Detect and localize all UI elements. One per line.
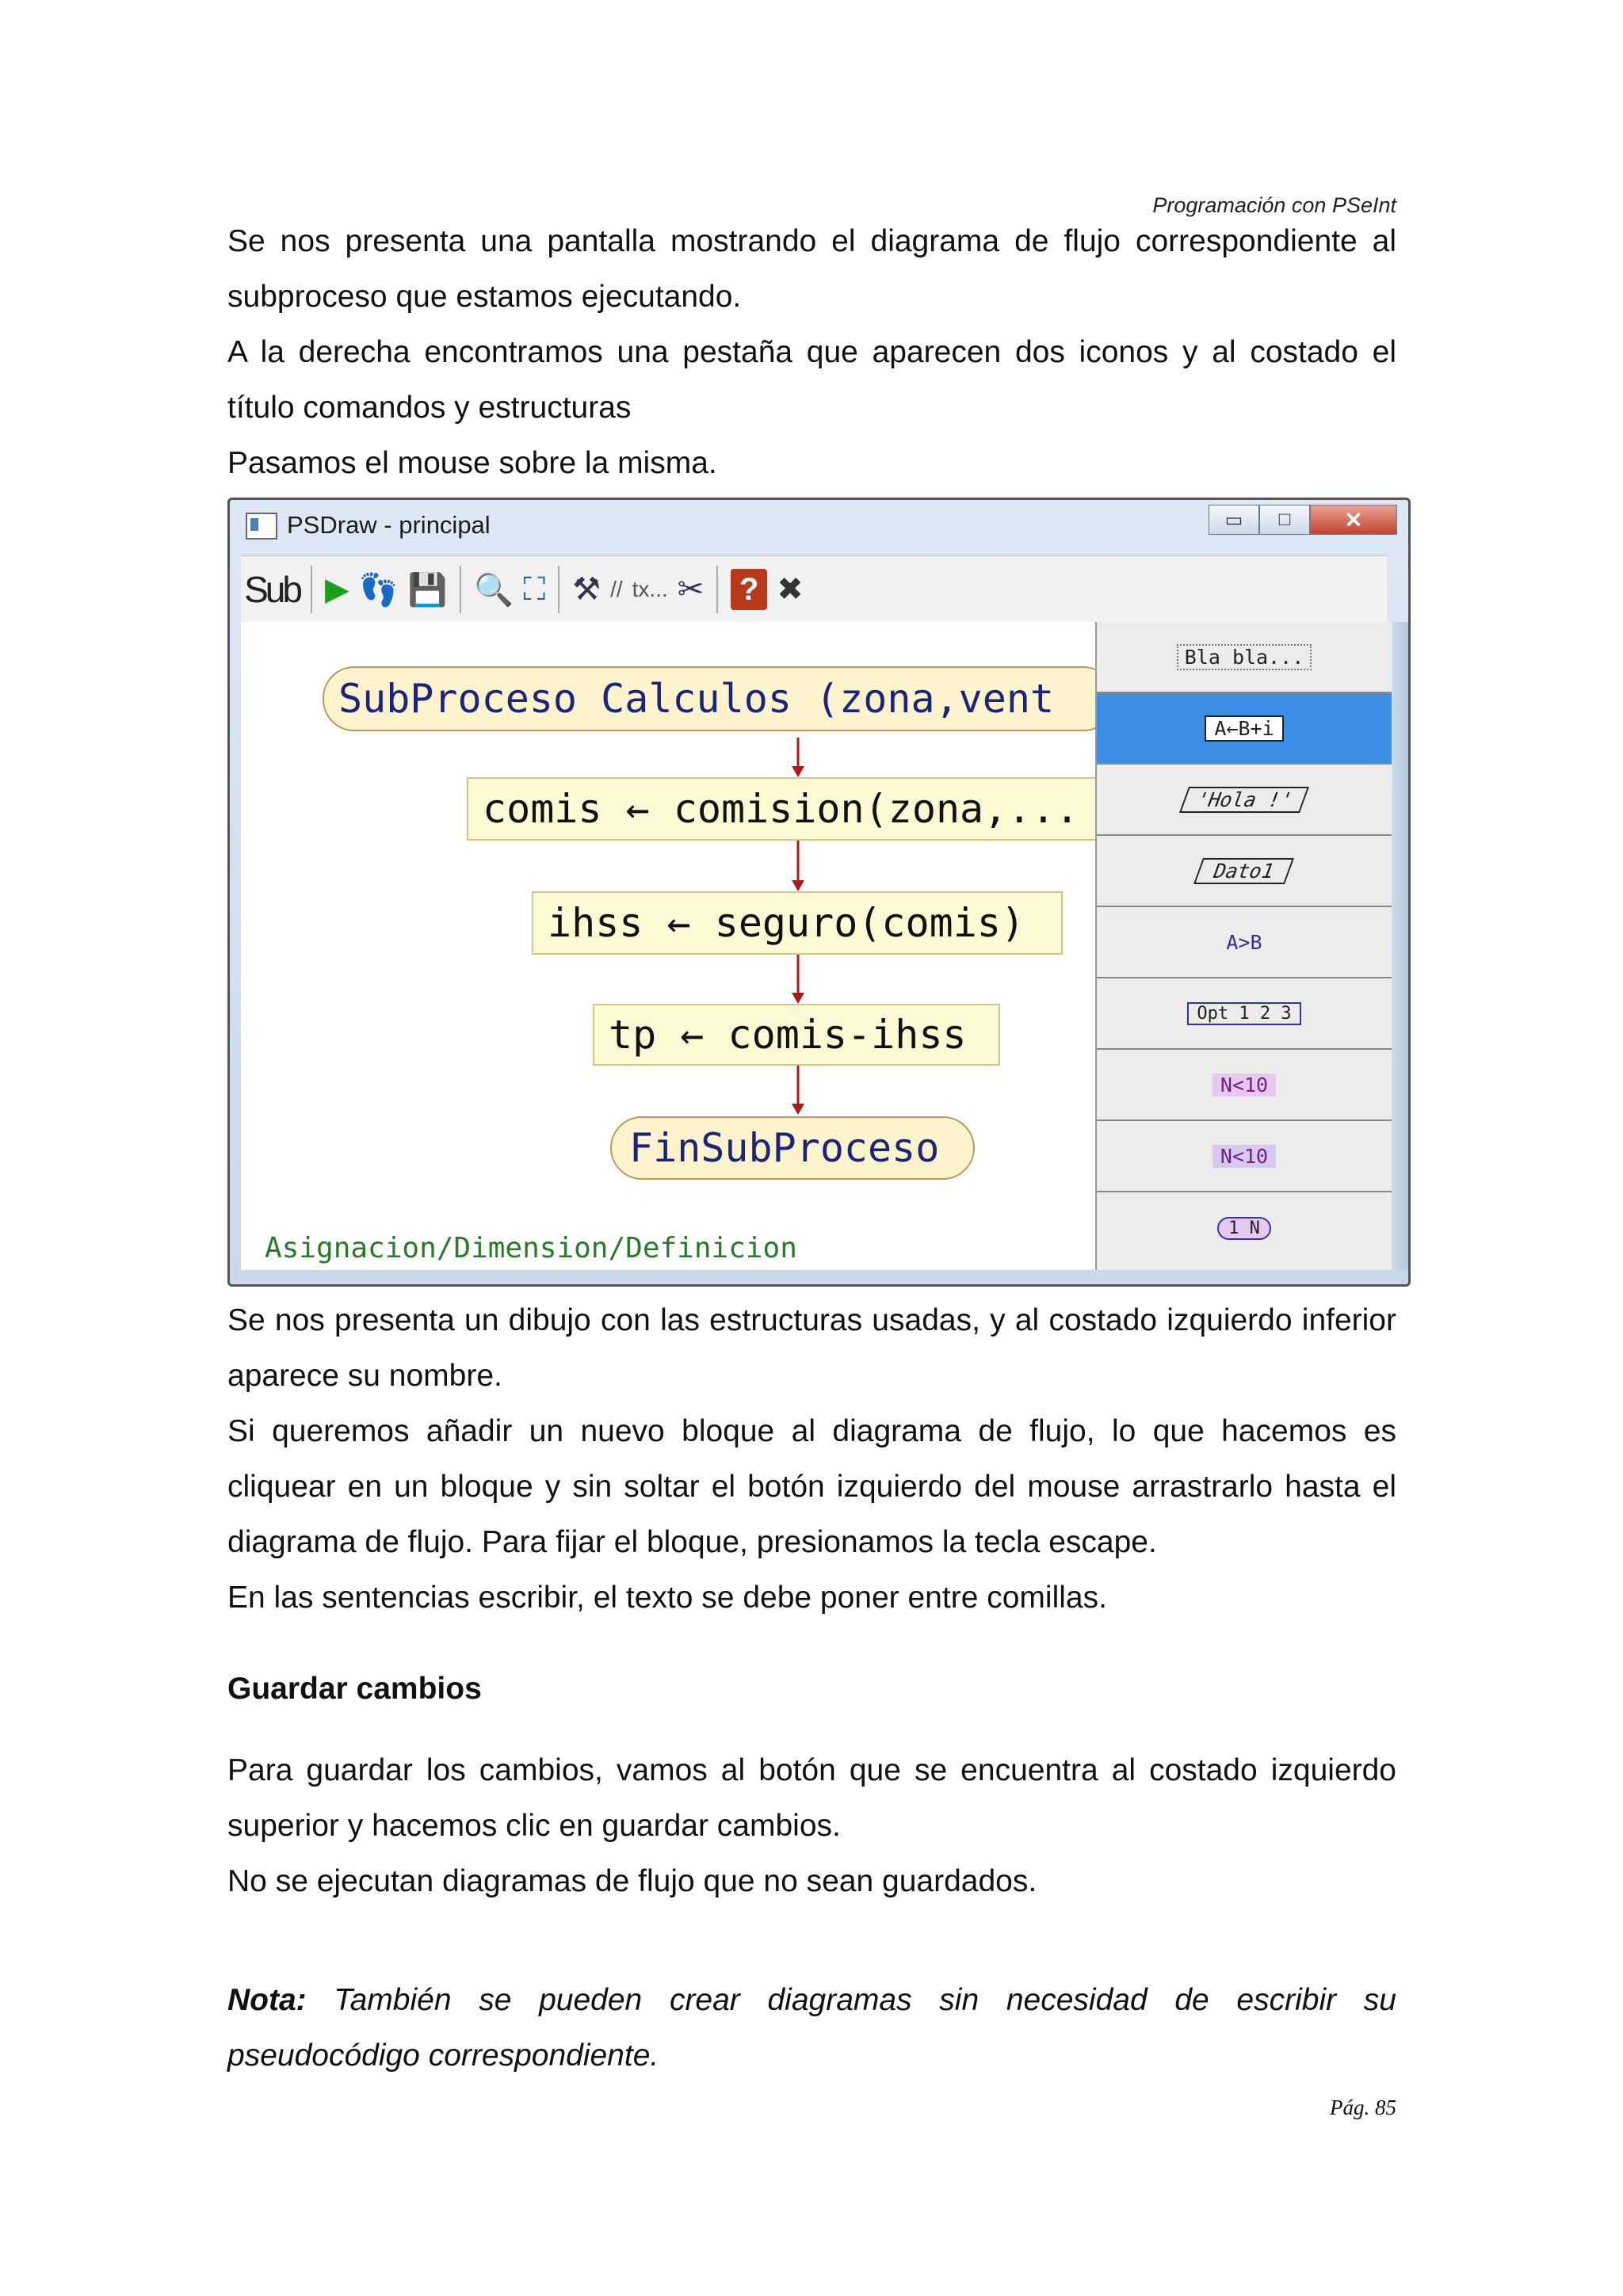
arrow-head — [792, 880, 804, 891]
palette-if[interactable]: A>B — [1097, 907, 1392, 978]
palette-assign[interactable]: A←B+i — [1097, 693, 1392, 765]
palette-for[interactable]: 1 N — [1097, 1192, 1392, 1264]
app-icon — [246, 513, 277, 540]
maximize-button[interactable]: □ — [1259, 505, 1310, 535]
palette-repeat[interactable]: N<10 — [1097, 1121, 1392, 1192]
paragraph: Se nos presenta una pantalla mostrando el diagrama de flujo correspondiente al subproceso que estamos ejecutando. — [227, 224, 1396, 314]
palette-write[interactable]: 'Hola !' — [1097, 765, 1392, 836]
status-label: Asignacion/Dimension/Definicion — [265, 1232, 797, 1264]
subprocess-button[interactable]: Sub — [244, 569, 300, 610]
paragraph: No se ejecutan diagramas de flujo que no sean guardados. — [227, 1864, 1037, 1898]
flow-assign-node[interactable]: comis ← comision(zona,... — [467, 777, 1117, 841]
paragraph: Si queremos añadir un nuevo bloque al diagrama de flujo, lo que hacemos es cliquear en un bloque y sin soltar el botón izquierdo del mouse arrastrarlo hasta el diagrama de flujo. Para fijar el bloque, presionamos la tecla escape. — [227, 1414, 1396, 1559]
fit-screen-icon[interactable]: ⛶ — [523, 571, 546, 607]
toolbar-separator — [460, 566, 461, 613]
paragraph: Pasamos el mouse sobre la misma. — [227, 446, 717, 480]
toolbar-separator — [558, 566, 559, 613]
tool-icon[interactable]: ⚒ — [572, 572, 601, 607]
palette-comment[interactable]: Bla bla... — [1097, 622, 1392, 693]
flowchart-canvas[interactable] — [241, 622, 1095, 1270]
save-icon[interactable]: 💾 — [407, 572, 448, 608]
flow-start-node[interactable]: SubProceso Calculos (zona,vent — [323, 666, 1115, 731]
paragraph: Se nos presenta un dibujo con las estructuras usadas, y al costado izquierdo inferior aparece su nombre. — [227, 1303, 1396, 1393]
paragraph: En las sentencias escribir, el texto se debe poner entre comillas. — [227, 1581, 1107, 1615]
arrow-head — [792, 1104, 804, 1115]
running-header: Programación con PSeInt — [1152, 193, 1396, 217]
flow-assign-node[interactable]: tp ← comis-ihss — [593, 1004, 1000, 1066]
palette-switch[interactable]: Opt 1 2 3 — [1097, 978, 1392, 1050]
run-icon[interactable]: ▶ — [325, 572, 349, 607]
toolbar — [241, 555, 1387, 623]
zoom-icon[interactable]: 🔍 — [474, 572, 514, 608]
window-frame-edge — [1392, 622, 1408, 1270]
help-icon[interactable]: ? — [731, 569, 767, 610]
arrow-head — [792, 993, 804, 1004]
text-toggle-button[interactable]: tx... — [632, 577, 668, 601]
paragraph: A la derecha encontramos una pestaña que aparecen dos iconos y al costado el título comandos y estructuras — [227, 335, 1396, 425]
paragraph: Para guardar los cambios, vamos al botón que se encuentra al costado izquierdo superior y hacemos clic en guardar cambios. — [227, 1753, 1396, 1843]
toolbar-separator — [716, 566, 718, 613]
note-text: También se pueden crear diagramas sin necesidad de escribir su pseudocódigo correspondiente. — [227, 1983, 1396, 2073]
palette-while[interactable]: N<10 — [1097, 1050, 1392, 1121]
cut-icon[interactable]: ✂ — [677, 572, 705, 607]
close-icon[interactable]: ✖ — [777, 572, 804, 607]
note-label: Nota: — [227, 1983, 307, 2017]
comment-icon[interactable]: // — [610, 577, 623, 601]
window-title: PSDraw - principal — [287, 511, 491, 539]
title-bar — [230, 500, 1408, 554]
minimize-button[interactable]: ▭ — [1209, 505, 1259, 535]
psdraw-window — [227, 498, 1411, 1287]
palette-read[interactable]: Dato1 — [1097, 836, 1392, 907]
flow-end-node[interactable]: FinSubProceso — [610, 1116, 975, 1180]
arrow-head — [792, 766, 804, 777]
note-paragraph — [227, 1973, 1396, 2084]
flow-assign-node[interactable]: ihss ← seguro(comis) — [532, 891, 1063, 955]
step-icon[interactable]: 👣 — [358, 572, 399, 608]
toolbar-separator — [311, 566, 312, 613]
section-heading: Guardar cambios — [227, 1672, 482, 1706]
page-number: Pág. 85 — [1330, 2096, 1396, 2119]
structures-palette — [1095, 622, 1392, 1270]
close-button[interactable]: ✕ — [1310, 505, 1397, 535]
